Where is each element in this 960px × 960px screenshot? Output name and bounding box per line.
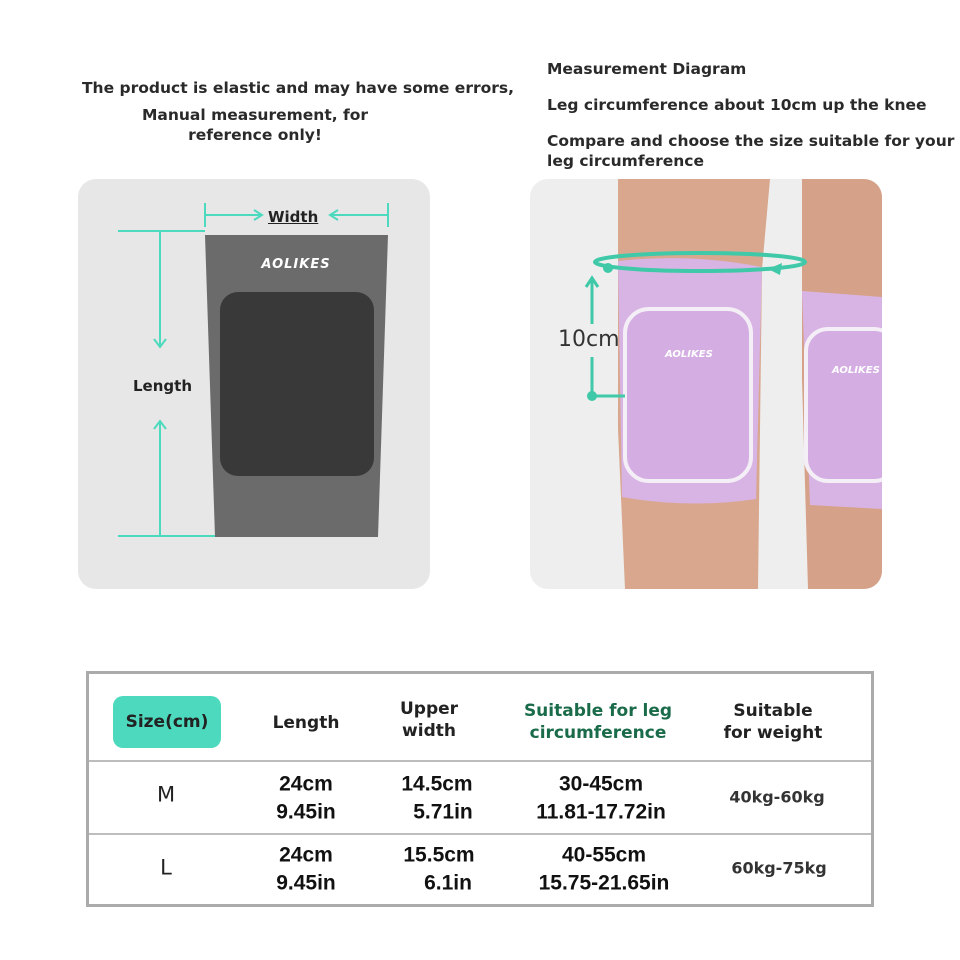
length-label: Length — [133, 377, 192, 395]
elastic-note-line1: The product is elastic and may have some errors, — [81, 79, 515, 97]
elastic-note-line2: Manual measurement, for — [141, 106, 369, 124]
header-upper-width: Upper width — [399, 698, 459, 741]
row-weight: 60kg-75kg — [731, 858, 827, 878]
size-table — [86, 671, 874, 907]
row-leg: 30-45cm 11.81-17.72in — [536, 772, 666, 824]
brand-logo-right: AOLIKES — [832, 365, 880, 376]
row-width: 14.5cm 5.71in — [401, 772, 473, 824]
knee-pad-diagram — [78, 179, 430, 589]
measurement-title: Measurement Diagram — [547, 60, 747, 78]
row-width: 15.5cm 6.1in — [403, 843, 475, 895]
row-size: L — [160, 855, 172, 880]
leg-illustration — [530, 179, 882, 589]
size-header-badge: Size(cm) — [113, 696, 221, 748]
row-weight: 40kg-60kg — [729, 787, 825, 807]
row-length: 24cm 9.45in — [276, 843, 336, 895]
brand-logo-left: AOLIKES — [665, 349, 713, 360]
header-weight: Suitable for weight — [723, 700, 823, 743]
measurement-note-2a: Compare and choose the size suitable for your — [547, 132, 955, 150]
measurement-note-1: Leg circumference about 10cm up the knee — [547, 96, 927, 114]
row-divider — [89, 760, 871, 762]
row-divider — [89, 833, 871, 835]
measurement-note-2b: leg circumference — [547, 152, 704, 170]
row-leg: 40-55cm 15.75-21.65in — [538, 843, 670, 895]
right-knee-cushion — [806, 329, 882, 481]
header-leg-circumference: Suitable for leg circumference — [523, 700, 673, 743]
elastic-note-line3: reference only! — [188, 126, 322, 144]
left-knee-cushion — [625, 309, 751, 481]
row-length: 24cm 9.45in — [276, 772, 336, 824]
width-label: Width — [268, 208, 319, 226]
leg-measurement-panel — [530, 179, 882, 589]
knee-pad-cushion — [220, 292, 374, 476]
height-10cm-label: 10cm — [558, 327, 620, 352]
row-size: M — [156, 782, 176, 807]
header-length: Length — [272, 712, 340, 733]
brand-logo: AOLIKES — [261, 257, 331, 272]
knee-pad-dimension-panel — [78, 179, 430, 589]
